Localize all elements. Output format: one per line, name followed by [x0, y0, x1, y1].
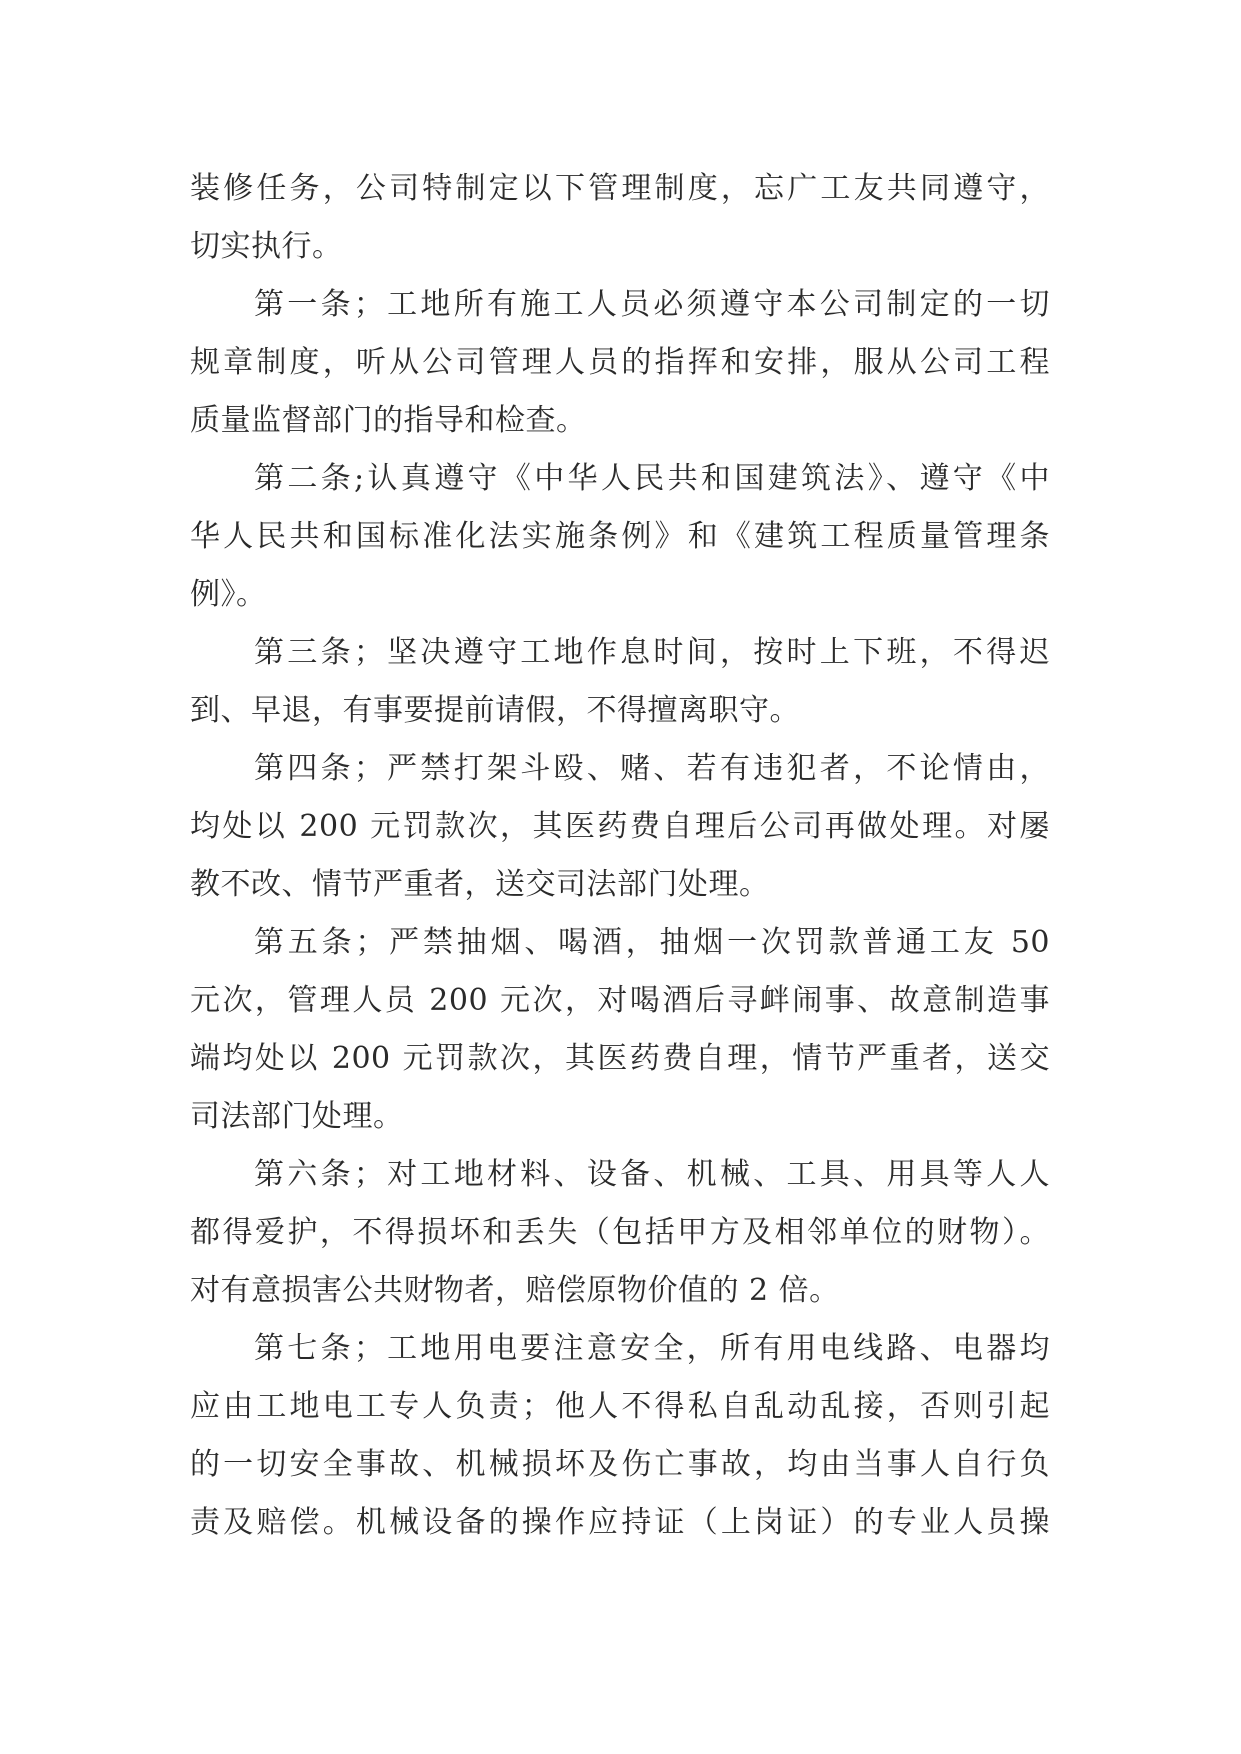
document-body: [190, 160, 1050, 1552]
text-line: 装修任务，公司特制定以下管理制度，忘广工友共同遵守，: [190, 171, 1050, 206]
article-first-line: 第四条；严禁打架斗殴、赌、若有违犯者，不论情由，: [254, 751, 1050, 786]
article-first-line: 第七条；工地用电要注意安全，所有用电线路、电器均: [254, 1331, 1050, 1366]
text-line: 质量监督部门的指导和检查。: [190, 403, 587, 438]
text-line: 元次，管理人员 200 元次，对喝酒后寻衅闹事、故意制造事: [190, 983, 1050, 1018]
article-first-line: 第三条；坚决遵守工地作息时间，按时上下班，不得迟: [254, 635, 1050, 670]
article-first-line: 第二条;认真遵守《中华人民共和国建筑法》、遵守《中: [254, 461, 1050, 496]
article-first-line: 第五条；严禁抽烟、喝酒，抽烟一次罚款普通工友 50: [254, 925, 1050, 960]
text-line: 华人民共和国标准化法实施条例》和《建筑工程质量管理条: [190, 519, 1050, 554]
text-line: 教不改、情节严重者，送交司法部门处理。: [190, 867, 770, 902]
text-line: 规章制度，听从公司管理人员的指挥和安排，服从公司工程: [190, 345, 1050, 380]
text-line: 到、早退，有事要提前请假，不得擅离职守。: [190, 693, 800, 728]
text-line: 对有意损害公共财物者，赔偿原物价值的 2 倍。: [190, 1273, 840, 1308]
text-line: 应由工地电工专人负责；他人不得私自乱动乱接，否则引起: [190, 1389, 1050, 1424]
text-line: 均处以 200 元罚款次，其医药费自理后公司再做处理。对屡: [190, 809, 1050, 844]
text-line: 司法部门处理。: [190, 1099, 404, 1134]
text-line: 例》。: [190, 577, 267, 612]
text-line: 的一切安全事故、机械损坏及伤亡事故，均由当事人自行负: [190, 1447, 1050, 1482]
text-line: 切实执行。: [190, 229, 343, 264]
text-line: 责及赔偿。机械设备的操作应持证（上岗证）的专业人员操: [190, 1505, 1050, 1540]
article-first-line: 第一条；工地所有施工人员必须遵守本公司制定的一切: [254, 287, 1050, 322]
text-line: 都得爱护，不得损坏和丢失（包括甲方及相邻单位的财物）。: [190, 1215, 1050, 1250]
text-line: 端均处以 200 元罚款次，其医药费自理，情节严重者，送交: [190, 1041, 1050, 1076]
article-first-line: 第六条；对工地材料、设备、机械、工具、用具等人人: [254, 1157, 1050, 1192]
